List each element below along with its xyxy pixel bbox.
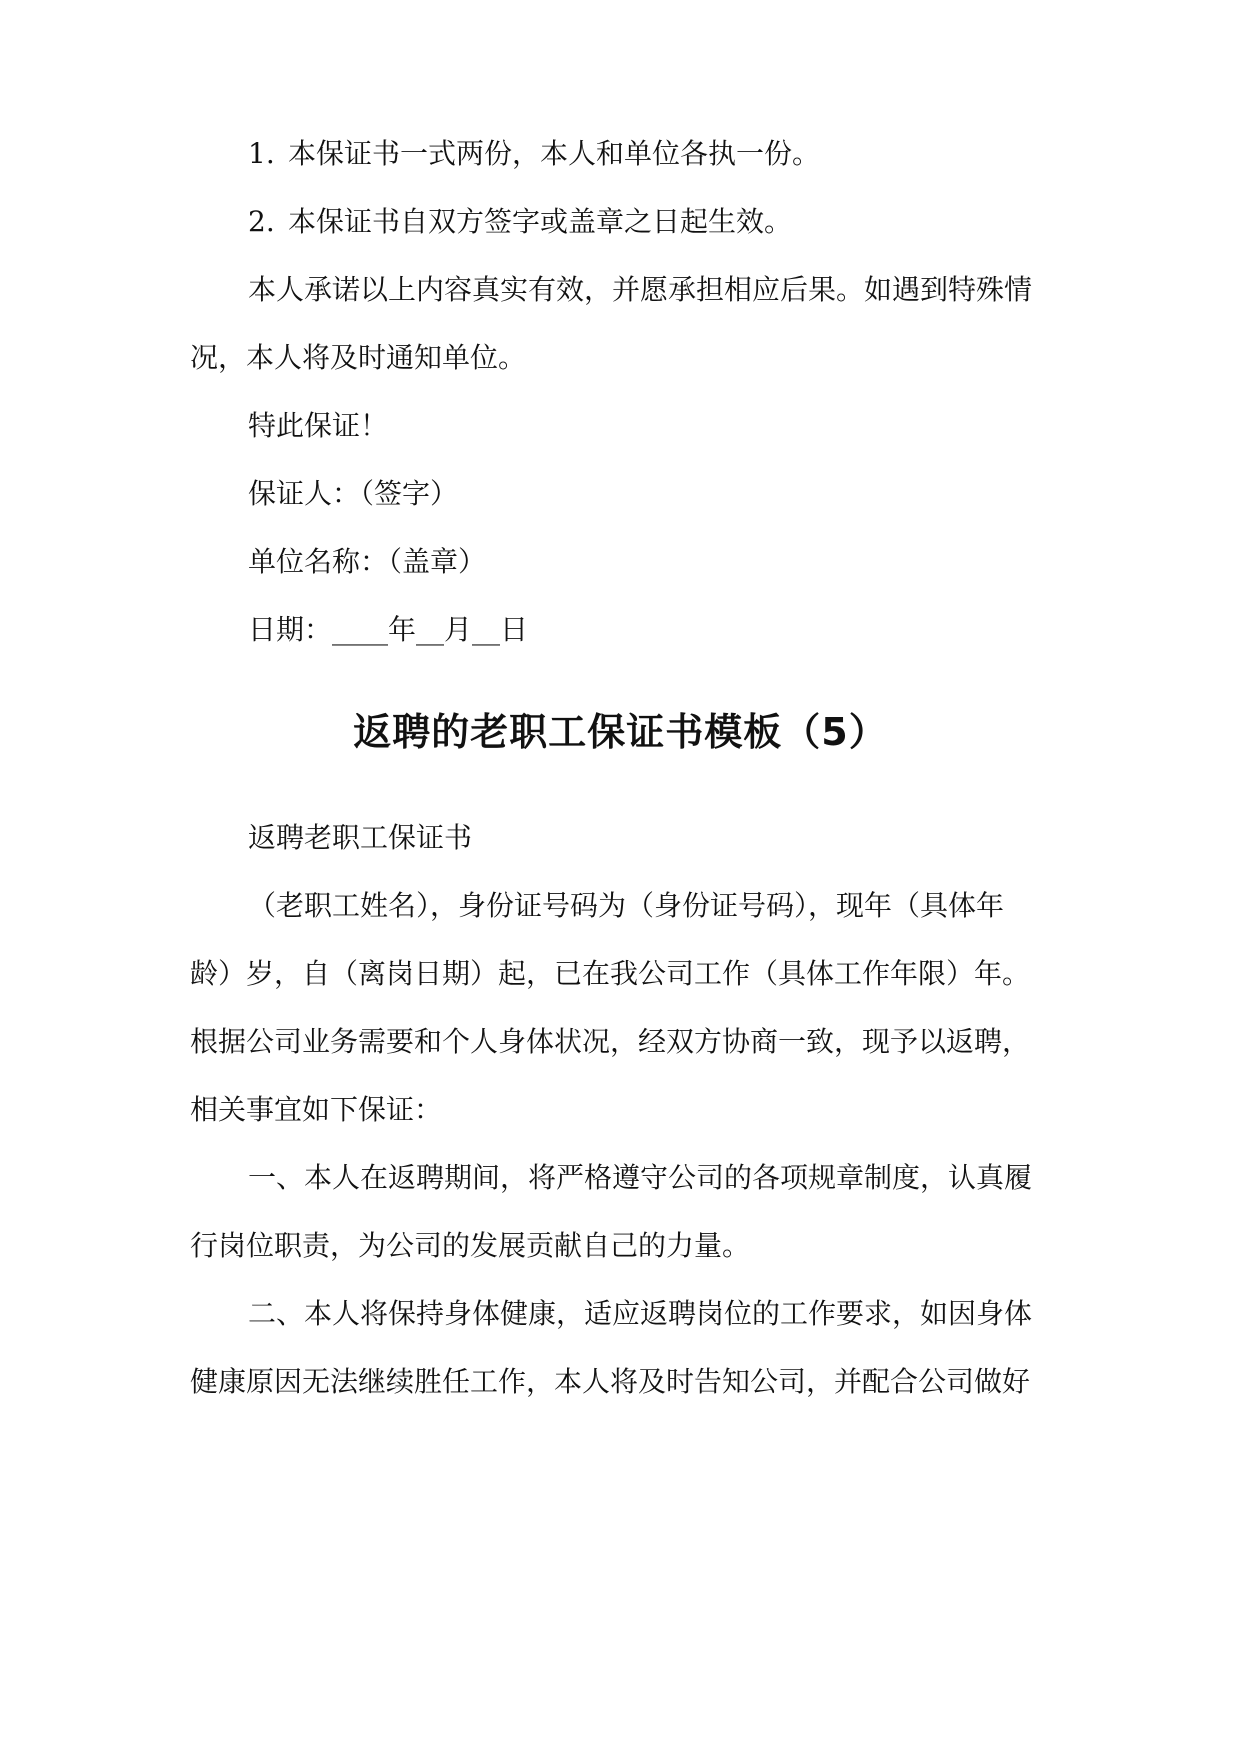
list-item-1	[248, 136, 820, 172]
clause-2-line-2: 健康原因无法继续胜任工作，本人将及时告知公司，并配合公司做好	[190, 1365, 1031, 1398]
unit-seal-line: 单位名称：（盖章）	[248, 545, 487, 578]
guarantor-signature-line: 保证人：（签字）	[248, 477, 459, 510]
clause-2-line-1: 二、本人将保持身体健康，适应返聘岗位的工作要求，如因身体	[248, 1297, 1033, 1330]
list-item-number: 2.	[248, 205, 275, 238]
clause-1-line-2: 行岗位职责，为公司的发展贡献自己的力量。	[190, 1229, 751, 1262]
list-item-text: 本保证书自双方签字或盖章之日起生效。	[288, 205, 793, 238]
intro-paragraph-line-3: 根据公司业务需要和个人身体状况，经双方协商一致，现予以返聘，	[190, 1025, 1031, 1058]
commitment-paragraph-line-2: 况，本人将及时通知单位。	[190, 341, 527, 374]
section-title: 返聘的老职工保证书模板（5）	[353, 710, 888, 754]
list-item-2	[248, 204, 792, 240]
intro-paragraph-line-4: 相关事宜如下保证：	[190, 1093, 443, 1126]
closing-statement: 特此保证！	[248, 409, 389, 442]
list-item-number: 1.	[248, 137, 275, 170]
intro-paragraph-line-2: 龄）岁，自（离岗日期）起，已在我公司工作（具体工作年限）年。	[190, 957, 1031, 990]
clause-1-line-1: 一、本人在返聘期间，将严格遵守公司的各项规章制度，认真履	[248, 1161, 1033, 1194]
document-title: 返聘老职工保证书	[248, 821, 473, 854]
list-item-text: 本保证书一式两份，本人和单位各执一份。	[288, 137, 821, 170]
date-line: 日期：____年__月__日	[248, 613, 529, 646]
commitment-paragraph-line-1: 本人承诺以上内容真实有效，并愿承担相应后果。如遇到特殊情	[248, 273, 1033, 306]
intro-paragraph-line-1: （老职工姓名），身份证号码为（身份证号码），现年（具体年	[248, 889, 1005, 922]
